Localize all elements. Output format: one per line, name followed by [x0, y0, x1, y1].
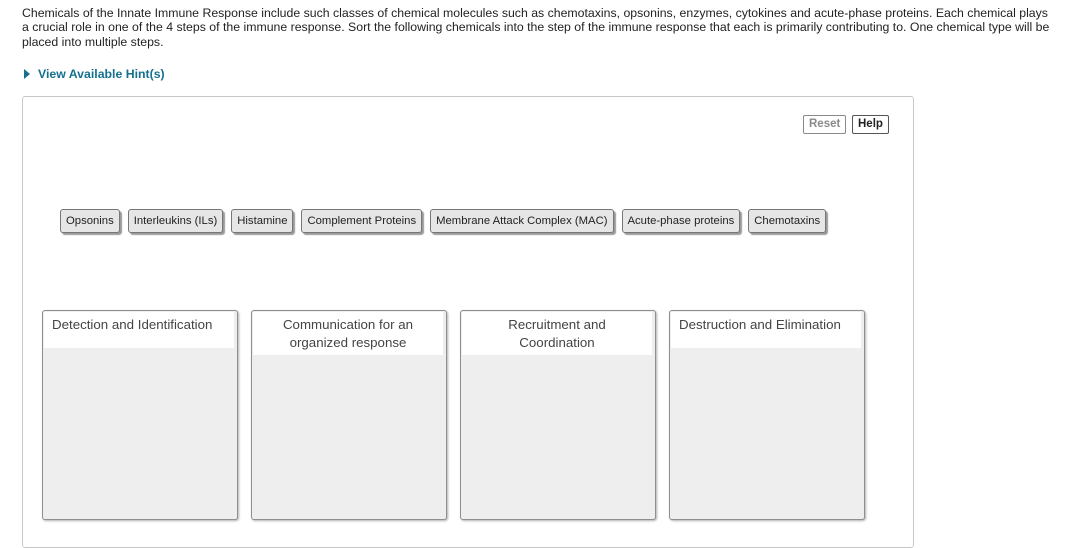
sorting-workspace — [22, 96, 914, 548]
chip-opsonins[interactable]: Opsonins — [60, 209, 120, 233]
bin-recruitment-label: Recruitment and Coordination — [462, 312, 652, 355]
chip-histamine[interactable]: Histamine — [231, 209, 293, 233]
help-button[interactable]: Help — [852, 115, 889, 134]
bin-detection[interactable] — [42, 310, 238, 520]
bin-detection-label: Detection and Identification — [44, 312, 234, 348]
reset-button[interactable]: Reset — [803, 115, 846, 134]
view-hints-link[interactable] — [24, 67, 165, 81]
chip-membrane-attack-complex[interactable]: Membrane Attack Complex (MAC) — [430, 209, 613, 233]
chip-tray — [60, 209, 826, 233]
bin-destruction[interactable] — [669, 310, 865, 520]
chip-chemotaxins[interactable]: Chemotaxins — [748, 209, 826, 233]
triangle-right-icon — [24, 69, 30, 79]
bin-recruitment[interactable] — [460, 310, 656, 520]
bin-destruction-label: Destruction and Elimination — [671, 312, 861, 348]
chip-interleukins[interactable]: Interleukins (ILs) — [128, 209, 224, 233]
instructions-text: Chemicals of the Innate Immune Response include such classes of chemical molecules such as chemotaxins, opsonins, enzymes, cytokines and acute-phase proteins. Each chemical plays a crucial role in one of the 4 steps of the immune response. Sort the following chemicals into the step of the immune response that each is primarily contributing to. One chemical type will be placed into multiple steps. — [22, 6, 1050, 49]
bin-communication[interactable] — [251, 310, 447, 520]
view-hints-label: View Available Hint(s) — [38, 67, 165, 81]
chip-acute-phase-proteins[interactable]: Acute-phase proteins — [622, 209, 741, 233]
chip-complement-proteins[interactable]: Complement Proteins — [301, 209, 422, 233]
bin-communication-label: Communication for an organized response — [253, 312, 443, 355]
drop-bins — [42, 310, 865, 520]
